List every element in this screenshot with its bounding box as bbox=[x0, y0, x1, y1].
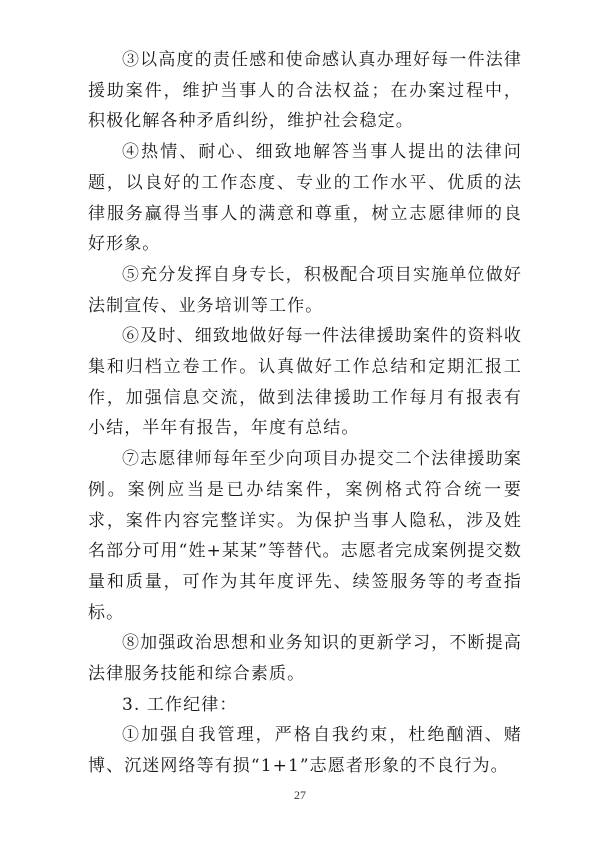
section-heading-work-discipline: 3. 工作纪律： bbox=[122, 694, 238, 715]
paragraph-item-5: ⑤充分发挥自身专长，积极配合项目实施单位做好法制宣传、业务培训等工作。 bbox=[88, 264, 522, 316]
paragraph-item-8: ⑧加强政治思想和业务知识的更新学习，不断提高法律服务技能和综合素质。 bbox=[88, 633, 522, 685]
paragraph-item-3: ③以高度的责任感和使命感认真办理好每一件法律援助案件，维护当事人的合法权益；在办案过程中，积极化解各种矛盾纠纷，维护社会稳定。 bbox=[88, 50, 522, 132]
document-body bbox=[88, 45, 522, 782]
paragraph-discipline-1: ①加强自我管理，严格自我约束，杜绝酗酒、赌博、沉迷网络等有损“1+1”志愿者形象的不良行为。 bbox=[88, 725, 522, 777]
paragraph-item-4: ④热情、耐心、细致地解答当事人提出的法律问题，以良好的工作态度、专业的工作水平、优质的法律服务赢得当事人的满意和尊重，树立志愿律师的良好形象。 bbox=[88, 142, 522, 255]
page-number: 27 bbox=[294, 788, 306, 802]
paragraph-item-6: ⑥及时、细致地做好每一件法律援助案件的资料收集和归档立卷工作。认真做好工作总结和定期汇报工作，加强信息交流，做到法律援助工作每月有报表有小结，半年有报告，年度有总结。 bbox=[88, 326, 522, 439]
paragraph-item-7: ⑦志愿律师每年至少向项目办提交二个法律援助案例。案例应当是已办结案件，案例格式符合统一要求，案件内容完整详实。为保护当事人隐私，涉及姓名部分可用“姓+某某”等替代。志愿者完成案例提交数量和质量，可作为其年度评先、续签服务等的考查指标。 bbox=[88, 449, 522, 623]
